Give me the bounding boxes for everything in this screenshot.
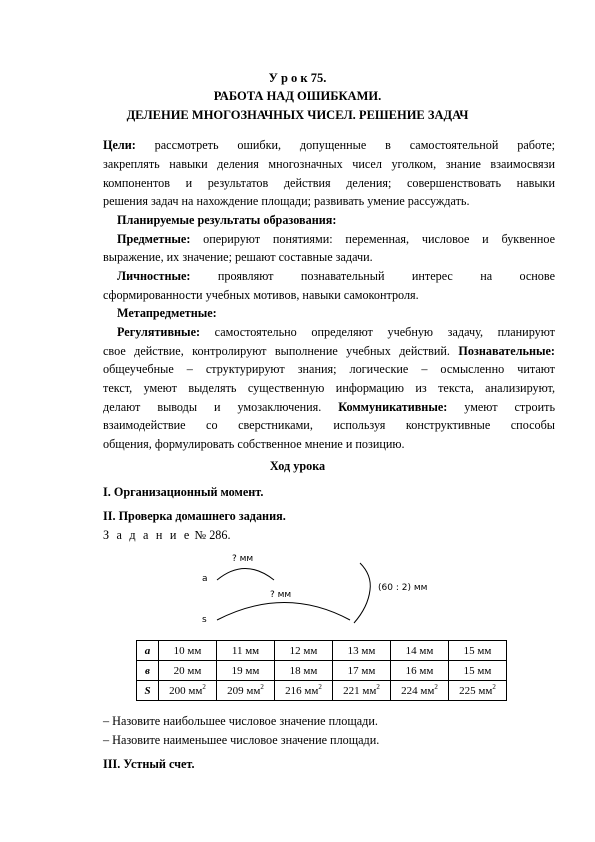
meta-line3: общеучебные – структурируют знания; логические – осмысленно читают <box>103 362 555 376</box>
table-cell: 15 мм <box>449 641 507 661</box>
diagram-brace <box>354 563 370 623</box>
table-cell: 225 $мм^2$ <box>449 681 507 701</box>
diagram-s-label: s <box>202 615 207 625</box>
course-heading: Ход урока <box>269 459 326 473</box>
goals-label: Цели: <box>103 138 136 152</box>
table-cell: 17 мм <box>333 661 391 681</box>
goals-line2: закреплять навыки деления многозначных чисел уголком, знание взаимосвязи <box>103 157 555 171</box>
task-label: З а д а н и е № 286. <box>103 528 231 542</box>
table-cell: 13 мм <box>333 641 391 661</box>
row-header: S <box>137 681 159 701</box>
diagram-mid-label: ? мм <box>270 590 292 600</box>
section-oral: III. Устный счет. <box>103 757 195 771</box>
lesson-title-line1: РАБОТА НАД ОШИБКАМИ. <box>213 89 382 103</box>
meta-line4: текст, умеют выделять существенную информацию из текста, анализируют, <box>103 381 555 395</box>
personal-label: Личностные: <box>117 269 191 283</box>
table-row <box>137 641 507 661</box>
diagram-top-label: ? мм <box>232 554 254 564</box>
table-cell: 221 $мм^2$ <box>333 681 391 701</box>
meta-line2: свое действие, контролируют выполнение учебных действий. Познавательные: <box>103 344 555 358</box>
values-table <box>136 640 507 701</box>
personal-line1: Личностные: проявляют познавательный интерес на основе <box>117 269 555 283</box>
diagram-brace-label: (60 : 2) мм <box>378 583 428 593</box>
diagram-arc-s <box>217 603 350 621</box>
question-min: – Назовите наименьшее числовое значение площади. <box>103 733 380 747</box>
subject-line1: Предметные: оперируют понятиями: переменная, числовое и буквенное <box>117 232 555 246</box>
subject-line2: выражение, их значение; решают составные задачи. <box>103 250 373 264</box>
table-cell: 15 мм <box>449 661 507 681</box>
section-homework: II. Проверка домашнего задания. <box>103 509 286 523</box>
goals-line4: решения задач на нахождение площади; развивать умение рассуждать. <box>103 194 470 208</box>
table-cell: 18 мм <box>275 661 333 681</box>
communicative-label: Коммуникативные: <box>338 400 448 414</box>
goals-line1: Цели: рассмотреть ошибки, допущенные в самостоятельной работе; <box>103 138 555 152</box>
table-cell: 216 $мм^2$ <box>275 681 333 701</box>
table-cell: 16 мм <box>391 661 449 681</box>
lesson-number: У р о к 75. <box>268 71 327 85</box>
table-cell: 10 мм <box>159 641 217 661</box>
table-cell: 14 мм <box>391 641 449 661</box>
meta-line5: делают выводы и умозаключения. Коммуникативные: умеют строить <box>103 400 556 414</box>
question-max: – Назовите наибольшее числовое значение площади. <box>103 714 378 728</box>
row-header: a <box>137 641 159 661</box>
regulative-label: Регулятивные: <box>117 325 201 339</box>
meta-line7: общения, формулировать собственное мнение и позицию. <box>103 437 405 451</box>
row-header: в <box>137 661 159 681</box>
table-cell: 209 $мм^2$ <box>217 681 275 701</box>
table-cell: 19 мм <box>217 661 275 681</box>
table-row <box>137 681 507 701</box>
table-cell: 200 $мм^2$ <box>159 681 217 701</box>
meta-line6: взаимодействие со сверстниками, используя конструктивные способы <box>103 418 555 432</box>
table-cell: 11 мм <box>217 641 275 661</box>
meta-line1: Регулятивные: самостоятельно определяют учебную задачу, планируют <box>117 325 555 339</box>
meta-heading: Метапредметные: <box>117 306 217 320</box>
task-diagram <box>190 545 450 635</box>
results-heading: Планируемые результаты образования: <box>117 213 337 227</box>
table-cell: 12 мм <box>275 641 333 661</box>
lesson-title-line2: ДЕЛЕНИЕ МНОГОЗНАЧНЫХ ЧИСЕЛ. РЕШЕНИЕ ЗАДАЧ <box>126 108 469 122</box>
diagram-a-label: a <box>202 574 208 584</box>
goals-line3: компонентов и результатов действия деления; совершенствовать навыки <box>103 176 555 190</box>
cognitive-label: Познавательные: <box>458 344 555 358</box>
personal-line2: сформированности учебных мотивов, навыки самоконтроля. <box>103 288 419 302</box>
subject-label: Предметные: <box>117 232 191 246</box>
diagram-arc-a <box>217 569 274 581</box>
table-row <box>137 661 507 681</box>
section-org: I. Организационный момент. <box>103 485 264 499</box>
table-cell: 224 $мм^2$ <box>391 681 449 701</box>
table-cell: 20 мм <box>159 661 217 681</box>
